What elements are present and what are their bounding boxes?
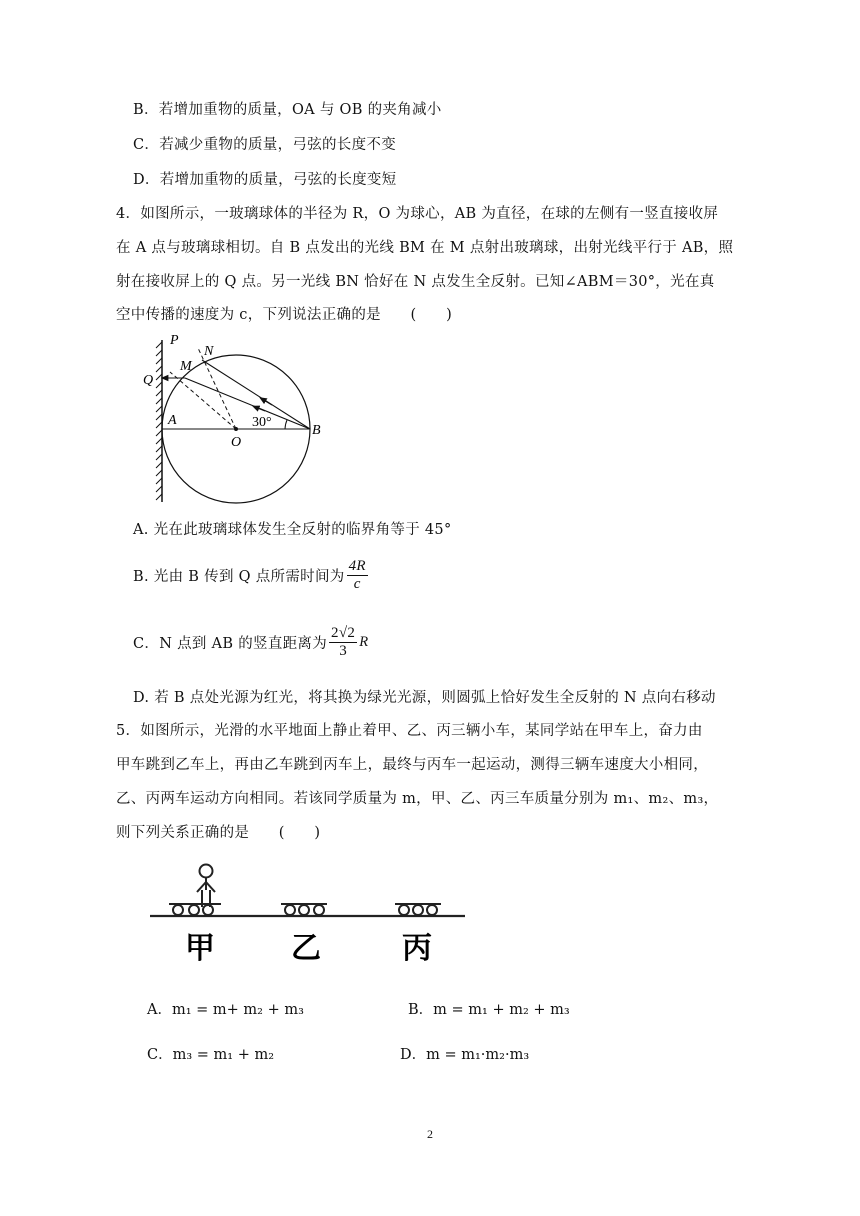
q4-option-b-numerator: 4R: [348, 558, 366, 574]
page-number: 2: [427, 1127, 433, 1141]
q4-option-d: D. 若 B 点处光源为红光，将其换为绿光光源，则圆弧上恰好发生全反射的 N 点向右移动: [133, 690, 716, 706]
label-b: B: [312, 423, 321, 438]
glass-sphere-figure: [140, 330, 340, 505]
cart-label-bing: 丙: [402, 932, 432, 965]
q4-option-c-suffix: R: [359, 633, 369, 650]
q5-option-a: A．m₁ = m+ m₂ + m₃: [147, 1002, 304, 1018]
ray-bm: [185, 378, 310, 429]
q4-stem-line-2: 在 A 点与玻璃球相切。自 B 点发出的光线 BM 在 M 点射出玻璃球，出射光线平行于 AB，照: [116, 240, 734, 256]
prev-option-b: B．若增加重物的质量，OA 与 OB 的夹角减小: [133, 102, 442, 118]
cart-jia: [169, 904, 221, 915]
q4-stem-line-3: 射在接收屏上的 Q 点。另一光线 BN 恰好在 N 点发生全反射。已知∠ABM＝30°，光在真: [116, 274, 715, 290]
q4-stem-line-4: 空中传播的速度为 c，下列说法正确的是 ( ): [116, 307, 453, 323]
label-angle: 30°: [252, 415, 272, 430]
prev-option-d: D．若增加重物的质量，弓弦的长度变短: [133, 172, 397, 188]
cart-yi: [281, 904, 327, 915]
label-a: A: [168, 413, 177, 428]
q5-option-d: D．m = m₁·m₂·m₃: [400, 1047, 530, 1063]
q5-stem-line-4: 则下列关系正确的是 ( ): [116, 825, 321, 841]
cart-bing: [395, 904, 441, 915]
q4-option-c: [133, 625, 368, 659]
cart-label-jia: 甲: [185, 932, 215, 965]
q4-option-c-denominator: 3: [339, 642, 348, 659]
q4-option-b-denominator: c: [353, 575, 361, 592]
normal-on: [198, 348, 236, 429]
label-m: M: [180, 359, 192, 374]
q4-option-a: A. 光在此玻璃球体发生全反射的临界角等于 45°: [133, 522, 452, 538]
screen-hatch: [156, 342, 162, 500]
cart-label-yi: 乙: [291, 932, 321, 965]
q5-option-c: C．m₃ = m₁ + m₂: [147, 1047, 275, 1063]
q4-option-b-fraction: [347, 558, 368, 592]
q5-option-b: B．m = m₁ + m₂ + m₃: [408, 1002, 570, 1018]
q4-option-b-text: B. 光由 B 传到 Q 点所需时间为: [133, 568, 345, 585]
person-icon: [197, 865, 215, 908]
prev-option-c: C．若减少重物的质量，弓弦的长度不变: [133, 137, 396, 153]
carts-figure: [145, 855, 470, 970]
q4-stem-line-1: 4．如图所示，一玻璃球体的半径为 R，O 为球心，AB 为直径，在球的左侧有一竖直接收屏: [116, 206, 719, 222]
q4-option-c-text: C．N 点到 AB 的竖直距离为: [133, 635, 328, 652]
q4-option-b: [133, 558, 370, 592]
label-p: P: [170, 333, 179, 348]
label-n: N: [204, 344, 214, 359]
q5-stem-line-1: 5．如图所示，光滑的水平地面上静止着甲、乙、丙三辆小车，某同学站在甲车上，奋力由: [116, 723, 703, 739]
q5-stem-line-3: 乙、丙两车运动方向相同。若该同学质量为 m，甲、乙、丙三车质量分别为 m₁、m₂、m₃，: [116, 791, 719, 807]
label-q: Q: [143, 373, 154, 388]
q5-stem-line-2: 甲车跳到乙车上，再由乙车跳到丙车上，最终与丙车一起运动，测得三辆车速度大小相同，: [116, 757, 708, 773]
q4-option-c-fraction: [329, 625, 357, 659]
label-o: O: [231, 435, 242, 450]
q4-option-c-numerator: 2√2: [331, 625, 356, 641]
